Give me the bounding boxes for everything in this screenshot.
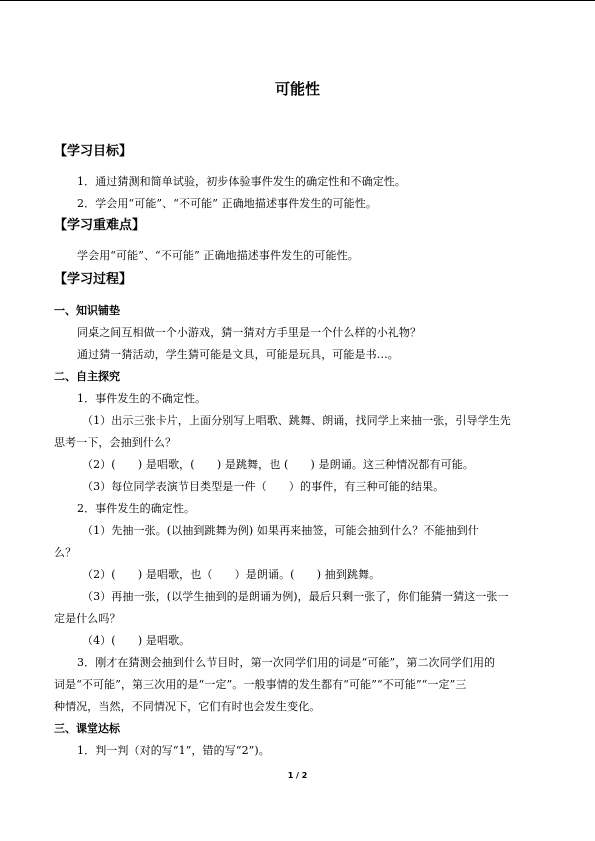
objectives-heading: 【学习目标】 [54,144,133,159]
part2-line-13: 3．刚才在猜测会抽到什么节目时，第一次同学们用的词是“可能”，第二次同学们用的 [77,656,496,669]
key-points-heading: 【学习重难点】 [54,218,146,233]
part3-line-1: 1．判一判（对的写“1”，错的写“2”)。 [77,744,270,757]
part2-heading: 二、自主探究 [54,370,120,383]
part2-line-6: 2．事件发生的确定性。 [77,502,196,515]
part2-line-3: 思考一下，会抽到什么？ [54,436,177,449]
part2-line-14: 词是“不可能”，第三次用的是“一定”。一般事情的发生都有“可能”“不可能”“一定”三 [54,678,467,691]
part3-heading: 三、课堂达标 [54,722,120,735]
part2-line-11: 定是什么吗？ [54,612,121,625]
page-title: 可能性 [274,80,320,98]
objective-item-2: 2．学会用“可能”、“不可能” 正确地描述事件发生的可能性。 [77,197,377,210]
process-heading: 【学习过程】 [54,272,133,287]
part1-line-2: 通过猜一猜活动，学生猜可能是文具，可能是玩具，可能是书…。 [77,348,399,361]
part2-line-4: （2）( ) 是唱歌，( ) 是跳舞，也 ( ) 是朗诵。这三种情况都有可能。 [82,458,474,471]
objective-item-1: 1．通过猜测和简单试验，初步体验事件发生的确定性和不确定性。 [77,175,406,188]
part2-line-9: （2）( ) 是唱歌，也（ ）是朗诵。( ) 抽到跳舞。 [82,568,381,581]
page-number: 1 / 2 [287,771,308,780]
part1-heading: 一、知识铺垫 [54,304,120,317]
part2-line-12: （4）( ) 是唱歌。 [82,634,191,647]
part2-line-10: （3）再抽一张，(以学生抽到的是朗诵为例)，最后只剩一张了，你们能猜一猜这一张一 [82,590,509,603]
part2-line-15: 种情况，当然，不同情况下，它们有时也会发生变化。 [54,700,321,713]
part2-line-7: （1）先抽一张。(以抽到跳舞为例) 如果再来抽签，可能会抽到什么？不能抽到什 [82,524,479,537]
part1-line-1: 同桌之间互相做一个小游戏，猜一猜对方手里是一个什么样的小礼物？ [77,326,422,339]
part2-line-1: 1．事件发生的不确定性。 [77,392,207,405]
top-rule [0,0,595,1]
part2-line-2: （1）出示三张卡片，上面分别写上唱歌、跳舞、朗诵，找同学上来抽一张，引导学生先 [82,414,511,427]
part2-line-8: 么？ [54,546,77,559]
part2-line-5: （3）每位同学表演节目类型是一件（ ）的事件，有三种可能的结果。 [82,480,445,493]
key-points-text: 学会用“可能”、“不可能” 正确地描述事件发生的可能性。 [77,249,359,262]
